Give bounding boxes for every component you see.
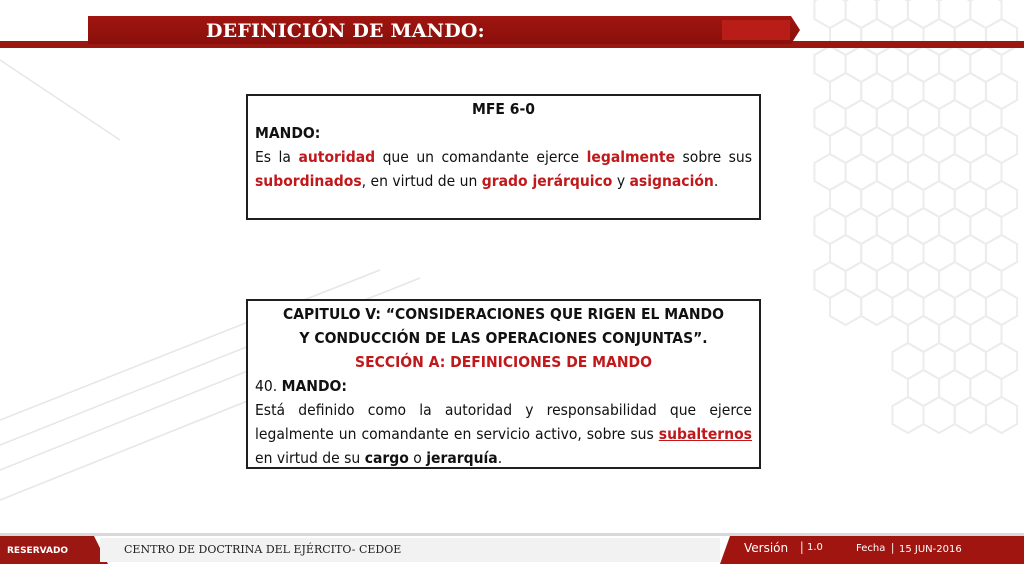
hexagon-decoration: [877, 46, 908, 82]
hexagon-decoration: [846, 0, 877, 28]
hexagon-decoration: [924, 397, 955, 433]
hexagon-decoration: [955, 73, 986, 109]
hexagon-decoration: [846, 208, 877, 244]
hexagon-decoration: [955, 289, 986, 325]
hexagon-decoration: [939, 316, 970, 352]
hexagon-decoration: [892, 181, 923, 217]
hexagon-decoration: [986, 19, 1017, 55]
hexagon-decoration: [892, 289, 923, 325]
term-heading: MANDO:: [255, 124, 321, 142]
hexagon-decoration: [861, 181, 892, 217]
hexagon-decoration: [955, 397, 986, 433]
hexagon-decoration: [846, 46, 877, 82]
hexagon-decoration: [939, 100, 970, 136]
hexagon-decoration: [939, 0, 970, 28]
hexagon-decoration: [830, 19, 861, 55]
hexagon-decoration: [846, 100, 877, 136]
title-accent: [722, 20, 790, 40]
hexagon-decoration: [908, 46, 939, 82]
hexagon-decoration: [955, 19, 986, 55]
hexagon-decoration: [908, 100, 939, 136]
hexagon-decoration: [861, 289, 892, 325]
hexagon-decoration: [924, 343, 955, 379]
hexagon-decoration: [970, 208, 1001, 244]
hexagon-decoration: [908, 262, 939, 298]
hexagon-decoration: [877, 262, 908, 298]
hexagon-decoration: [861, 235, 892, 271]
hexagon-decoration: [892, 19, 923, 55]
chapter-title-line1: CAPITULO V: “CONSIDERACIONES QUE RIGEN EL MANDO: [283, 305, 724, 323]
text-run: sobre sus: [675, 148, 752, 166]
hexagon-decoration: [814, 100, 845, 136]
hexagon-decoration: [908, 0, 939, 28]
emphasis-term: legalmente: [586, 148, 676, 166]
hexagon-decoration: [924, 19, 955, 55]
date-label: Fecha: [856, 543, 886, 554]
hexagon-decoration: [939, 208, 970, 244]
text-run: que un comandante ejerce: [375, 148, 587, 166]
text-run: en virtud de su: [255, 449, 365, 467]
definition-box-mfe: [246, 94, 761, 220]
hexagon-decoration: [861, 19, 892, 55]
hexagon-decoration: [814, 0, 845, 28]
hexagon-decoration: [955, 181, 986, 217]
hexagon-decoration: [892, 73, 923, 109]
hexagon-decoration: [986, 73, 1017, 109]
article-term: MANDO:: [281, 377, 347, 395]
article-definition: [255, 398, 752, 470]
hexagon-decoration: [955, 127, 986, 163]
hexagon-decoration: [939, 370, 970, 406]
emphasis-term: autoridad: [298, 148, 376, 166]
hexagon-decoration: [908, 316, 939, 352]
text-run: , en virtud de un: [361, 172, 482, 190]
hexagon-decoration: [908, 370, 939, 406]
hexagon-decoration: [830, 181, 861, 217]
hexagon-decoration: [830, 127, 861, 163]
hexagon-decoration: [924, 127, 955, 163]
definition-box-chapter: [246, 299, 761, 469]
hexagon-decoration: [970, 370, 1001, 406]
date-value: 15 JUN-2016: [899, 544, 962, 555]
emphasis-term: subalternos: [658, 425, 752, 443]
bold-term: cargo: [364, 449, 409, 467]
hexagon-decoration: [830, 289, 861, 325]
hexagon-decoration: [986, 343, 1017, 379]
source-title: MFE 6-0: [472, 100, 535, 118]
hexagon-decoration: [939, 262, 970, 298]
bold-term: jerarquía: [426, 449, 498, 467]
hexagon-decoration: [986, 289, 1017, 325]
hexagon-decoration: [970, 46, 1001, 82]
hexagon-decoration: [970, 154, 1001, 190]
hexagon-decoration: [877, 0, 908, 28]
text-run: Es la: [255, 148, 299, 166]
hexagon-decoration: [970, 100, 1001, 136]
text-run: o: [408, 449, 427, 467]
date-separator: |: [891, 541, 895, 554]
hexagon-decoration: [861, 73, 892, 109]
definition-text: [255, 145, 752, 193]
hexagon-decoration: [924, 289, 955, 325]
hexagon-decoration: [924, 235, 955, 271]
page-title: DEFINICIÓN DE MANDO:: [206, 20, 485, 42]
emphasis-term: subordinados: [255, 172, 362, 190]
hexagon-decoration: [861, 127, 892, 163]
hexagon-decoration: [939, 46, 970, 82]
hexagon-decoration: [814, 262, 845, 298]
hexagon-decoration: [955, 343, 986, 379]
hexagon-decoration: [924, 181, 955, 217]
text-run: .: [497, 449, 503, 467]
hexagon-decoration: [877, 154, 908, 190]
hexagon-decoration: [986, 235, 1017, 271]
hexagon-decoration: [892, 235, 923, 271]
hexagon-decoration: [892, 343, 923, 379]
hexagon-decoration: [924, 73, 955, 109]
hexagon-decoration: [846, 262, 877, 298]
hexagon-decoration: [986, 181, 1017, 217]
hexagon-decoration: [986, 397, 1017, 433]
version-label: Versión: [744, 541, 789, 555]
hexagon-decoration: [814, 154, 845, 190]
hexagon-decoration: [814, 46, 845, 82]
hexagon-decoration: [830, 73, 861, 109]
hexagon-decoration: [908, 154, 939, 190]
text-run: Está definido como la autoridad y responsabilidad que ejerce legalmente un comandante en servicio activo, sobre sus: [255, 401, 752, 443]
article-heading: [255, 374, 752, 398]
article-number: 40.: [255, 377, 282, 395]
hexagon-decoration: [892, 127, 923, 163]
hexagon-decoration: [939, 154, 970, 190]
hexagon-decoration: [877, 208, 908, 244]
hexagon-decoration: [955, 235, 986, 271]
text-run: y: [612, 172, 630, 190]
classification-label: RESERVADO: [7, 546, 69, 556]
text-run: .: [713, 172, 719, 190]
hexagon-decoration: [908, 208, 939, 244]
hexagon-decoration: [814, 208, 845, 244]
version-value: 1.0: [807, 542, 823, 553]
organization-label: CENTRO DE DOCTRINA DEL EJÉRCITO- CEDOE: [124, 543, 402, 556]
emphasis-term: grado jerárquico: [481, 172, 613, 190]
hexagon-decoration: [970, 0, 1001, 28]
hexagon-decoration: [830, 235, 861, 271]
hexagon-decoration: [877, 100, 908, 136]
hexagon-decoration: [970, 316, 1001, 352]
hexagon-decoration: [892, 397, 923, 433]
version-separator: |: [800, 540, 804, 554]
section-heading: SECCIÓN A: DEFINICIONES DE MANDO: [355, 353, 652, 371]
hexagon-decoration: [986, 127, 1017, 163]
hexagon-decoration: [970, 262, 1001, 298]
emphasis-term: asignación: [629, 172, 714, 190]
hexagon-decoration: [846, 154, 877, 190]
chapter-title-line2: Y CONDUCCIÓN DE LAS OPERACIONES CONJUNTAS”.: [299, 329, 708, 347]
